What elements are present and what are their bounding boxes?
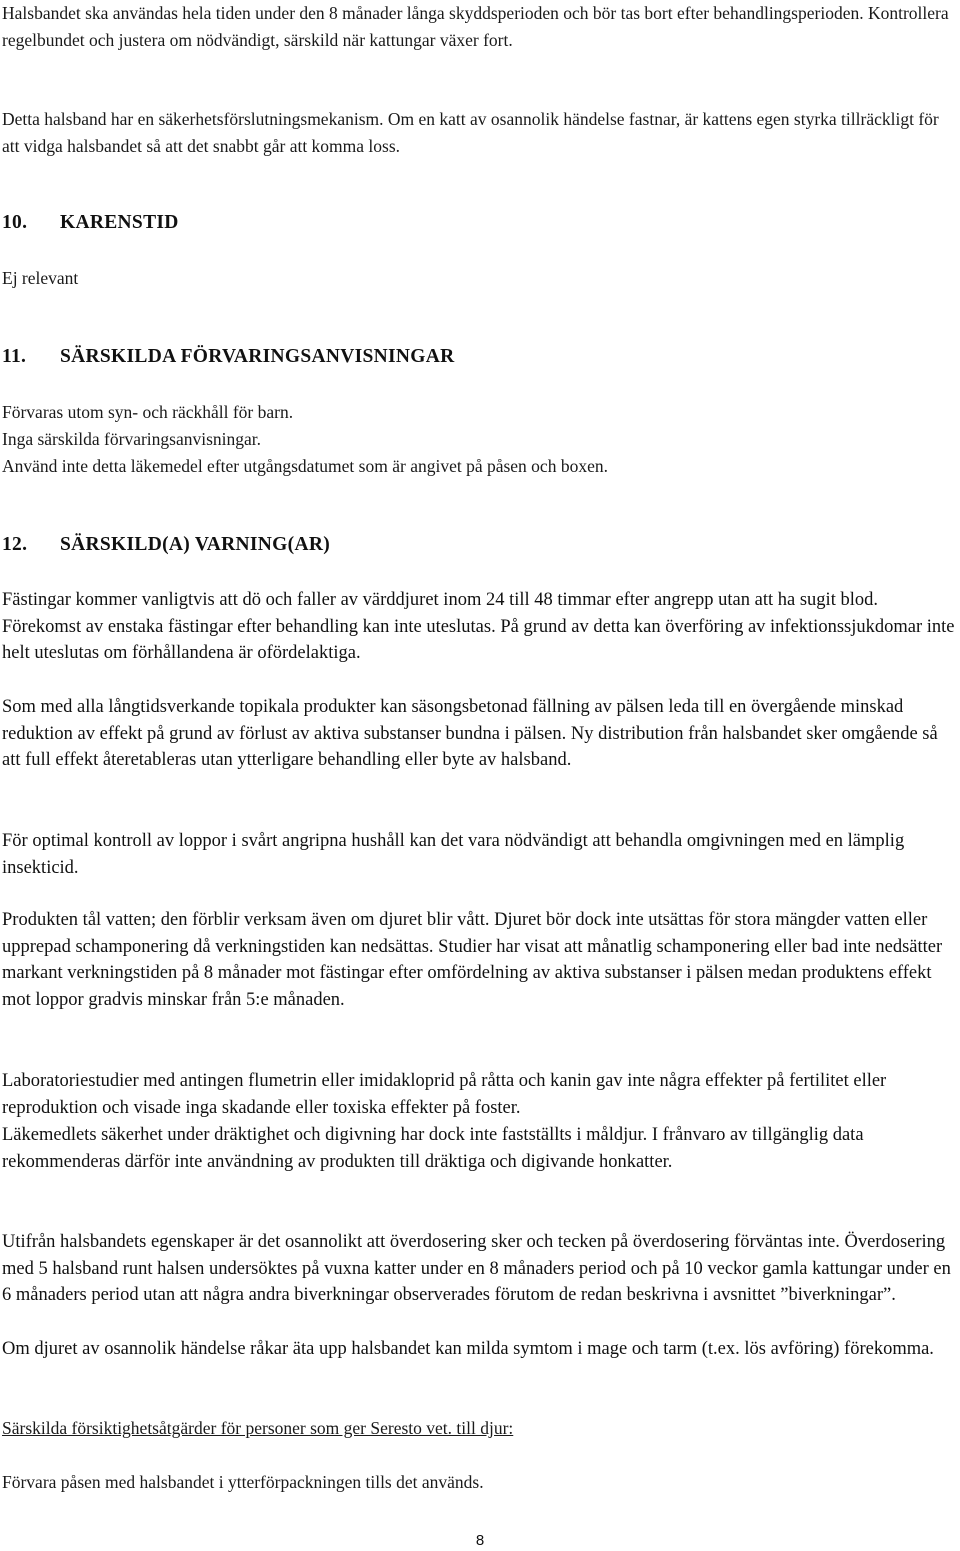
warning-paragraph-pregnancy: Läkemedlets säkerhet under dräktighet och digivning har dock inte fastställts i måldjur. I frånvaro av tillgänglig data rekommenderas därför inte användning av produkten till dräktiga och digivande honkatter. (2, 1125, 864, 1172)
precautions-storage-line: Förvara påsen med halsbandet i ytterförpackningen tills det används. (2, 1472, 484, 1492)
warning-paragraph-shedding: Som med alla långtidsverkande topikala produkter kan säsongsbetonad fällning av pälsen leda till en övergående minskad reduktion av effekt på grund av förlust av aktiva substanser bundna i pälsen. Ny distribution från halsbandet sker omgående så att full effekt återetableras utan ytterligare behandling eller byte av halsband. (2, 697, 938, 770)
section-10-heading (2, 212, 179, 234)
warning-paragraph-ticks: Fästingar kommer vanligtvis att dö och faller av värddjuret inom 24 till 48 timmar efter angrepp utan att ha sugit blod. Förekomst av enstaka fästingar efter behandling kan inte uteslutas. På grund av detta kan överföring av infektionssjukdomar inte helt uteslutas om förhållandena är ofördelaktiga. (2, 590, 955, 663)
page-number: 8 (475, 1532, 485, 1549)
section-11-title: SÄRSKILDA FÖRVARINGSANVISNINGAR (60, 346, 455, 367)
warning-paragraph-water: Produkten tål vatten; den förblir verksam även om djuret blir vått. Djuret bör dock inte utsättas för stora mängder vatten eller upprepad schamponering då verkningstiden kan nedsättas. Studier har visat att månatlig schamponering eller bad inte nedsätter markant verkningstiden på 8 månader mot fästingar efter omfördelning av aktiva substanser i pälsen medan produktens effekt mot loppor gradvis minskar från 5:e månaden. (2, 910, 943, 1010)
warning-paragraph-overdose: Utifrån halsbandets egenskaper är det osannolikt att överdosering sker och tecken på överdosering förväntas inte. Överdosering med 5 halsband runt halsen undersöktes på vuxna katter under en 8 månaders period och på 10 veckor gamla kattungar under en 6 månaders period utan att några andra biverkningar observerades förutom de redan beskrivna i avsnittet ”biverkningar”. (2, 1232, 951, 1305)
storage-line-children: Förvaras utom syn- och räckhåll för barn. (2, 402, 294, 422)
section-12-number: 12. (2, 534, 28, 555)
intro-paragraph-collar-usage: Halsbandet ska användas hela tiden under den 8 månader långa skyddsperioden och bör tas bort efter behandlingsperioden. Kontrollera regelbundet och justera om nödvändigt, särskild när kattungar växer fort. (2, 3, 949, 50)
storage-line-no-special: Inga särskilda förvaringsanvisningar. (2, 429, 262, 449)
warning-paragraph-ingestion: Om djuret av osannolik händelse råkar äta upp halsbandet kan milda symtom i mage och tarm (t.ex. lös avföring) förekomma. (2, 1339, 934, 1359)
warning-paragraph-flea-control: För optimal kontroll av loppor i svårt angripna hushåll kan det vara nödvändigt att behandla omgivningen med en lämplig insekticid. (2, 831, 905, 878)
storage-line-expiry: Använd inte detta läkemedel efter utgångsdatumet som är angivet på påsen och boxen. (2, 456, 608, 476)
precautions-subheading: Särskilda försiktighetsåtgärder för personer som ger Seresto vet. till djur: (2, 1418, 514, 1438)
section-10-body: Ej relevant (2, 268, 79, 288)
section-10-number: 10. (2, 212, 28, 233)
warning-paragraph-lab-studies: Laboratoriestudier med antingen flumetrin eller imidakloprid på råtta och kanin gav inte några effekter på fertilitet eller reproduktion och visade inga skadande eller toxiska effekter på foster. (2, 1071, 887, 1118)
section-12-title: SÄRSKILD(A) VARNING(AR) (60, 534, 330, 555)
section-10-title: KARENSTID (60, 212, 179, 233)
section-12-heading (2, 534, 330, 556)
section-11-number: 11. (2, 346, 27, 367)
intro-paragraph-safety-mechanism: Detta halsband har en säkerhetsförslutningsmekanism. Om en katt av osannolik händelse fastnar, är kattens egen styrka tillräckligt för att vidga halsbandet så att det snabbt går att komma loss. (2, 109, 939, 156)
section-11-heading (2, 346, 455, 368)
